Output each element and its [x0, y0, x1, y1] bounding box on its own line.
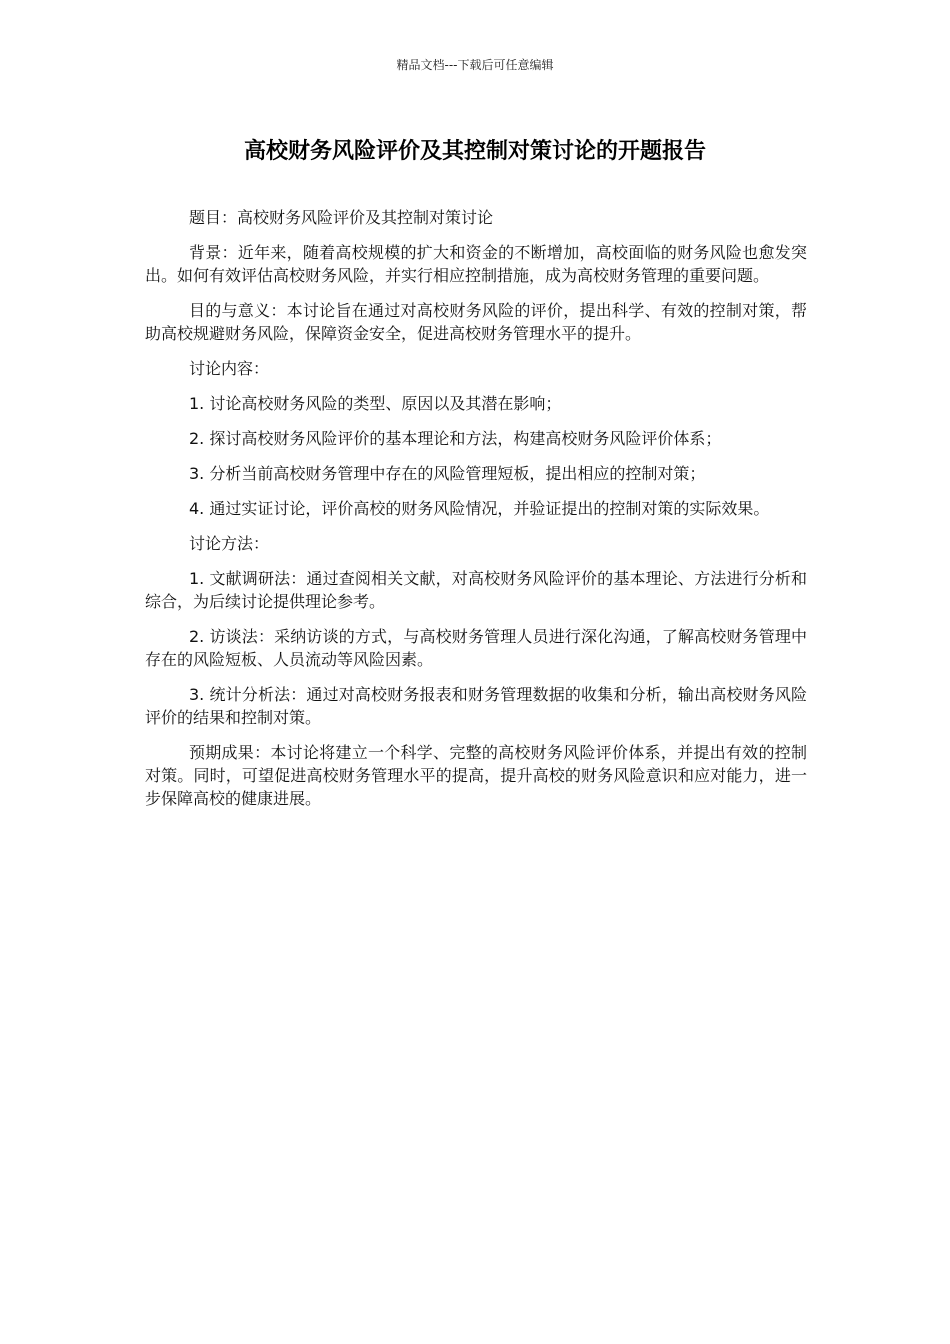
page-header: 精品文档---下载后可任意编辑 [396, 58, 554, 72]
paragraph-method-item-1: 1. 文献调研法：通过查阅相关文献，对高校财务风险评价的基本理论、方法进行分析和综合，为后续讨论提供理论参考。 [145, 569, 807, 611]
paragraph-background: 背景：近年来，随着高校规模的扩大和资金的不断增加，高校面临的财务风险也愈发突出。如何有效评估高校财务风险，并实行相应控制措施，成为高校财务管理的重要问题。 [145, 243, 807, 285]
paragraph-method-heading: 讨论方法： [189, 534, 270, 553]
paragraph-content-heading: 讨论内容： [189, 359, 270, 378]
paragraph-content-item-2: 2. 探讨高校财务风险评价的基本理论和方法，构建高校财务风险评价体系； [189, 429, 722, 448]
paragraph-expected-results: 预期成果：本讨论将建立一个科学、完整的高校财务风险评价体系，并提出有效的控制对策。同时，可望促进高校财务管理水平的提高，提升高校的财务风险意识和应对能力，进一步保障高校的健康进展。 [145, 743, 807, 808]
document-title: 高校财务风险评价及其控制对策讨论的开题报告 [243, 139, 706, 164]
paragraph-content-item-3: 3. 分析当前高校财务管理中存在的风险管理短板，提出相应的控制对策； [189, 464, 706, 483]
paragraph-topic: 题目：高校财务风险评价及其控制对策讨论 [189, 208, 494, 227]
paragraph-method-item-2: 2. 访谈法：采纳访谈的方式，与高校财务管理人员进行深化沟通，了解高校财务管理中存在的风险短板、人员流动等风险因素。 [145, 627, 807, 669]
paragraph-method-item-3: 3. 统计分析法：通过对高校财务报表和财务管理数据的收集和分析，输出高校财务风险评价的结果和控制对策。 [145, 685, 807, 727]
paragraph-content-item-4: 4. 通过实证讨论，评价高校的财务风险情况，并验证提出的控制对策的实际效果。 [189, 499, 770, 518]
paragraph-content-item-1: 1. 讨论高校财务风险的类型、原因以及其潜在影响； [189, 394, 562, 413]
document-body [145, 206, 807, 822]
paragraph-purpose: 目的与意义：本讨论旨在通过对高校财务风险的评价，提出科学、有效的控制对策，帮助高校规避财务风险，保障资金安全，促进高校财务管理水平的提升。 [145, 301, 807, 343]
